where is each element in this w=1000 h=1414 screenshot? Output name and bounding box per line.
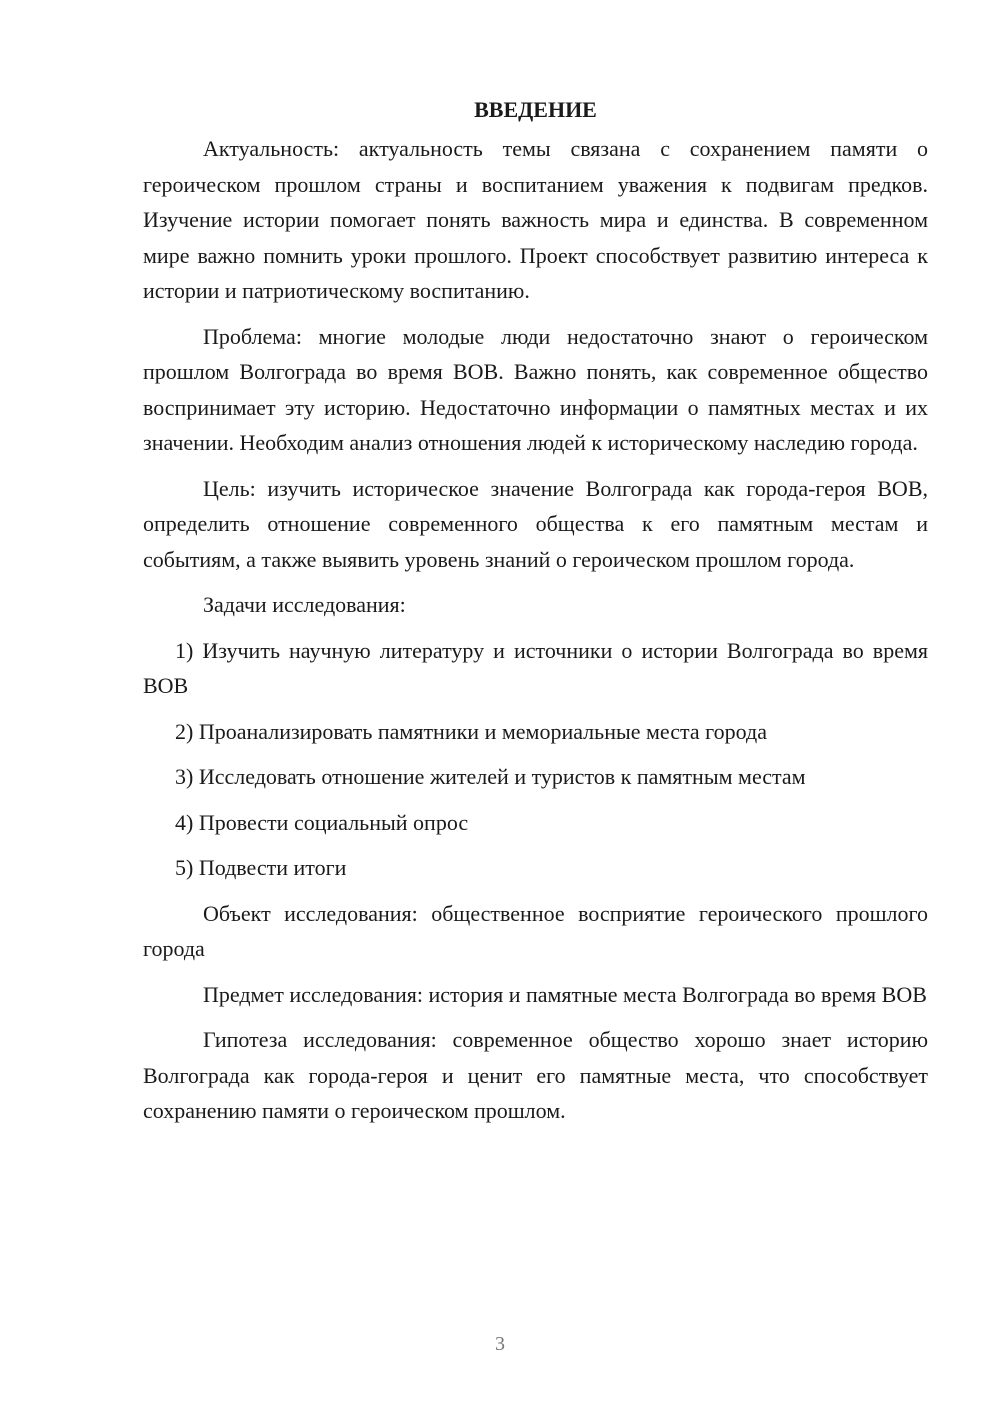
- relevance-paragraph: Актуальность: актуальность темы связана с сохранением памяти о героическом прошлом страны и воспитанием уважения к подвигам предков. Изучение истории помогает понять важность мира и единства. В современном мире важно помнить уроки прошлого. Проект способствует развитию интереса к истории и патриотическому воспитанию.: [143, 136, 928, 303]
- task-item-1: 1) Изучить научную литературу и источники о истории Волгограда во время ВОВ: [143, 637, 928, 698]
- problem-paragraph: Проблема: многие молодые люди недостаточно знают о героическом прошлом Волгограда во время ВОВ. Важно понять, как современное общество воспринимает эту историю. Недостаточно информации о памятных местах и их значении. Необходим анализ отношения людей к историческому наследию города.: [143, 323, 928, 455]
- page-number: 3: [495, 1333, 505, 1355]
- section-title: ВВЕДЕНИЕ: [474, 97, 597, 122]
- object-paragraph: Объект исследования: общественное восприятие героического прошлого города: [143, 900, 928, 961]
- subject-paragraph: Предмет исследования: история и памятные места Волгограда во время ВОВ: [203, 981, 927, 1007]
- tasks-heading: Задачи исследования:: [203, 592, 406, 617]
- task-item-5: 5) Подвести итоги: [175, 855, 347, 880]
- goal-paragraph: Цель: изучить историческое значение Волгограда как города-героя ВОВ, определить отношение современного общества к его памятным местам и событиям, а также выявить уровень знаний о героическом прошлом города.: [143, 475, 928, 572]
- task-item-2: 2) Проанализировать памятники и мемориальные места города: [175, 718, 767, 744]
- task-item-4: 4) Провести социальный опрос: [175, 809, 469, 835]
- hypothesis-paragraph: Гипотеза исследования: современное общество хорошо знает историю Волгограда как города-героя и ценит его памятные места, что способствует сохранению памяти о героическом прошлом.: [143, 1027, 928, 1123]
- task-item-3: 3) Исследовать отношение жителей и туристов к памятным местам: [175, 764, 806, 789]
- document-page: [143, 92, 928, 1129]
